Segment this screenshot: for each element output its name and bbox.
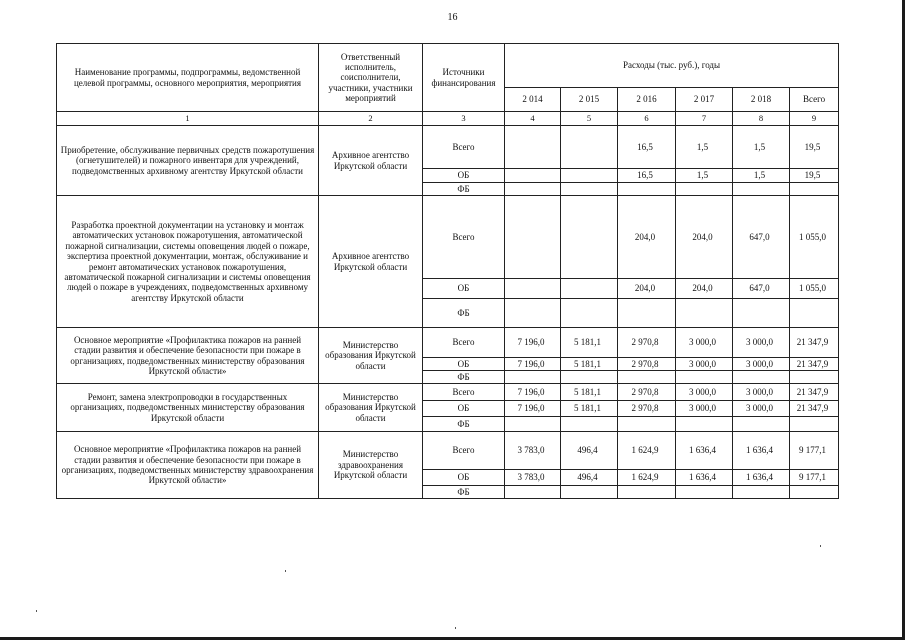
year-value xyxy=(505,299,561,328)
year-value: 1,5 xyxy=(733,126,790,169)
year-value xyxy=(618,417,676,432)
year-value: 16,5 xyxy=(618,169,676,183)
header-costs: Расходы (тыс. руб.), годы xyxy=(505,44,839,88)
year-value xyxy=(676,183,733,196)
year-value: 3 000,0 xyxy=(676,358,733,371)
year-value: 3 000,0 xyxy=(676,401,733,417)
year-value xyxy=(561,299,618,328)
total-value: 21 347,9 xyxy=(790,384,839,401)
year-value xyxy=(618,486,676,499)
measure-name: Разработка проектной документации на установку и монтаж автоматических установок пожаротушения, автоматической пожарной сигнализации, системы оповещения людей о пожаре, экспертиза проектной документации, монтаж, обслуживание и ремонт автоматических установок пожаротушения, автоматической пожарной сигнализации и системы оповещения людей о пожаре в учреждениях, подведомственных архивному агентству Иркутской области xyxy=(57,196,319,328)
year-value: 1 636,4 xyxy=(676,470,733,486)
year-value xyxy=(561,126,618,169)
year-value xyxy=(733,183,790,196)
budget-table xyxy=(56,43,839,499)
year-value xyxy=(505,371,561,384)
funding-source: Всего xyxy=(423,126,505,169)
year-value: 3 000,0 xyxy=(676,328,733,358)
total-value: 1 055,0 xyxy=(790,196,839,279)
total-value: 9 177,1 xyxy=(790,470,839,486)
year-value xyxy=(505,279,561,299)
year-header: 2 018 xyxy=(733,88,790,112)
column-index: 6 xyxy=(618,112,676,126)
total-value: 1 055,0 xyxy=(790,279,839,299)
total-value xyxy=(790,417,839,432)
total-value: 19,5 xyxy=(790,169,839,183)
year-value: 1,5 xyxy=(733,169,790,183)
year-value: 1 624,9 xyxy=(618,470,676,486)
header-row xyxy=(57,44,839,88)
scan-speck xyxy=(36,610,37,612)
year-value: 7 196,0 xyxy=(505,401,561,417)
funding-source: ФБ xyxy=(423,486,505,499)
column-index: 5 xyxy=(561,112,618,126)
funding-source: Всего xyxy=(423,384,505,401)
total-value: 9 177,1 xyxy=(790,432,839,470)
year-value xyxy=(561,417,618,432)
total-value xyxy=(790,299,839,328)
column-index: 1 xyxy=(57,112,319,126)
total-value xyxy=(790,371,839,384)
funding-source: Всего xyxy=(423,196,505,279)
column-index: 3 xyxy=(423,112,505,126)
year-value xyxy=(505,486,561,499)
year-value xyxy=(505,196,561,279)
year-header: 2 014 xyxy=(505,88,561,112)
table-row xyxy=(57,384,839,401)
year-value: 1 636,4 xyxy=(676,432,733,470)
funding-source: ФБ xyxy=(423,299,505,328)
year-value xyxy=(561,279,618,299)
year-value: 5 181,1 xyxy=(561,358,618,371)
table-row xyxy=(57,196,839,279)
page-number: 16 xyxy=(447,12,458,23)
total-value: 21 347,9 xyxy=(790,401,839,417)
year-value: 3 783,0 xyxy=(505,432,561,470)
year-value: 647,0 xyxy=(733,279,790,299)
funding-source: ФБ xyxy=(423,417,505,432)
year-value: 204,0 xyxy=(618,196,676,279)
year-value: 5 181,1 xyxy=(561,328,618,358)
table-row xyxy=(57,328,839,358)
year-value xyxy=(505,126,561,169)
year-value: 204,0 xyxy=(618,279,676,299)
year-value xyxy=(505,417,561,432)
column-index: 8 xyxy=(733,112,790,126)
year-value xyxy=(561,183,618,196)
year-value xyxy=(618,299,676,328)
measure-name: Приобретение, обслуживание первичных средств пожаротушения (огнетушителей) и пожарного инвентаря для учреждений, подведомственных архивному агентству Иркутской области xyxy=(57,126,319,196)
year-header: 2 016 xyxy=(618,88,676,112)
year-value: 7 196,0 xyxy=(505,384,561,401)
table-row xyxy=(57,432,839,470)
measure-executor: Министерство здравоохранения Иркутской области xyxy=(319,432,423,499)
year-value: 496,4 xyxy=(561,470,618,486)
year-value: 1 636,4 xyxy=(733,432,790,470)
column-index: 4 xyxy=(505,112,561,126)
year-value: 2 970,8 xyxy=(618,328,676,358)
year-value: 16,5 xyxy=(618,126,676,169)
year-value: 5 181,1 xyxy=(561,401,618,417)
year-value xyxy=(676,486,733,499)
funding-source: ОБ xyxy=(423,169,505,183)
funding-source: ФБ xyxy=(423,371,505,384)
total-value: 19,5 xyxy=(790,126,839,169)
funding-source: ОБ xyxy=(423,279,505,299)
year-value: 1,5 xyxy=(676,126,733,169)
measure-executor: Министерство образования Иркутской области xyxy=(319,328,423,384)
year-value xyxy=(733,486,790,499)
column-index: 2 xyxy=(319,112,423,126)
year-value: 3 000,0 xyxy=(733,328,790,358)
measure-executor: Архивное агентство Иркутской области xyxy=(319,196,423,328)
year-value: 1 624,9 xyxy=(618,432,676,470)
year-value: 3 783,0 xyxy=(505,470,561,486)
year-value xyxy=(733,417,790,432)
total-value: 21 347,9 xyxy=(790,328,839,358)
year-value: 204,0 xyxy=(676,279,733,299)
year-value: 7 196,0 xyxy=(505,328,561,358)
year-header: 2 017 xyxy=(676,88,733,112)
header-name: Наименование программы, подпрограммы, ведомственной целевой программы, основного мероприятия, мероприятия xyxy=(57,44,319,112)
year-value: 2 970,8 xyxy=(618,384,676,401)
header-executor: Ответственный исполнитель, соисполнители, участники, участники мероприятий xyxy=(319,44,423,112)
year-value xyxy=(676,299,733,328)
year-value xyxy=(618,183,676,196)
year-value xyxy=(505,183,561,196)
funding-source: Всего xyxy=(423,328,505,358)
year-value: 3 000,0 xyxy=(733,401,790,417)
year-value xyxy=(561,169,618,183)
year-value xyxy=(733,299,790,328)
year-value: 204,0 xyxy=(676,196,733,279)
year-value xyxy=(618,371,676,384)
year-value: 7 196,0 xyxy=(505,358,561,371)
year-value: 2 970,8 xyxy=(618,358,676,371)
scan-speck xyxy=(455,627,456,629)
year-value: 496,4 xyxy=(561,432,618,470)
table-row xyxy=(57,126,839,169)
year-value xyxy=(505,169,561,183)
year-value: 2 970,8 xyxy=(618,401,676,417)
funding-source: ОБ xyxy=(423,358,505,371)
total-value xyxy=(790,183,839,196)
total-header: Всего xyxy=(790,88,839,112)
funding-source: ФБ xyxy=(423,183,505,196)
year-header: 2 015 xyxy=(561,88,618,112)
total-value xyxy=(790,486,839,499)
funding-source: Всего xyxy=(423,432,505,470)
year-value: 647,0 xyxy=(733,196,790,279)
year-value xyxy=(733,371,790,384)
measure-name: Ремонт, замена электропроводки в государственных организациях, подведомственных министерству образования Иркутской области xyxy=(57,384,319,432)
column-index: 9 xyxy=(790,112,839,126)
year-value: 3 000,0 xyxy=(733,384,790,401)
year-value xyxy=(561,371,618,384)
measure-name: Основное мероприятие «Профилактика пожаров на ранней стадии развития и обеспечение безопасности при пожаре в организациях, подведомственных министерству здравоохранения Иркутской области» xyxy=(57,432,319,499)
year-value: 3 000,0 xyxy=(676,384,733,401)
year-value: 1 636,4 xyxy=(733,470,790,486)
measure-name: Основное мероприятие «Профилактика пожаров на ранней стадии развития и обеспечение безопасности при пожаре в организациях, подведомственных министерству образования Иркутской области» xyxy=(57,328,319,384)
measure-executor: Министерство образования Иркутской области xyxy=(319,384,423,432)
total-value: 21 347,9 xyxy=(790,358,839,371)
scan-speck xyxy=(285,570,286,572)
funding-source: ОБ xyxy=(423,470,505,486)
year-value xyxy=(676,371,733,384)
year-value xyxy=(561,196,618,279)
header-source: Источники финансирования xyxy=(423,44,505,112)
column-index: 7 xyxy=(676,112,733,126)
year-value xyxy=(676,417,733,432)
column-index-row xyxy=(57,112,839,126)
year-value: 1,5 xyxy=(676,169,733,183)
measure-executor: Архивное агентство Иркутской области xyxy=(319,126,423,196)
scan-speck xyxy=(820,545,821,547)
year-value xyxy=(561,486,618,499)
year-value: 5 181,1 xyxy=(561,384,618,401)
year-value: 3 000,0 xyxy=(733,358,790,371)
funding-source: ОБ xyxy=(423,401,505,417)
